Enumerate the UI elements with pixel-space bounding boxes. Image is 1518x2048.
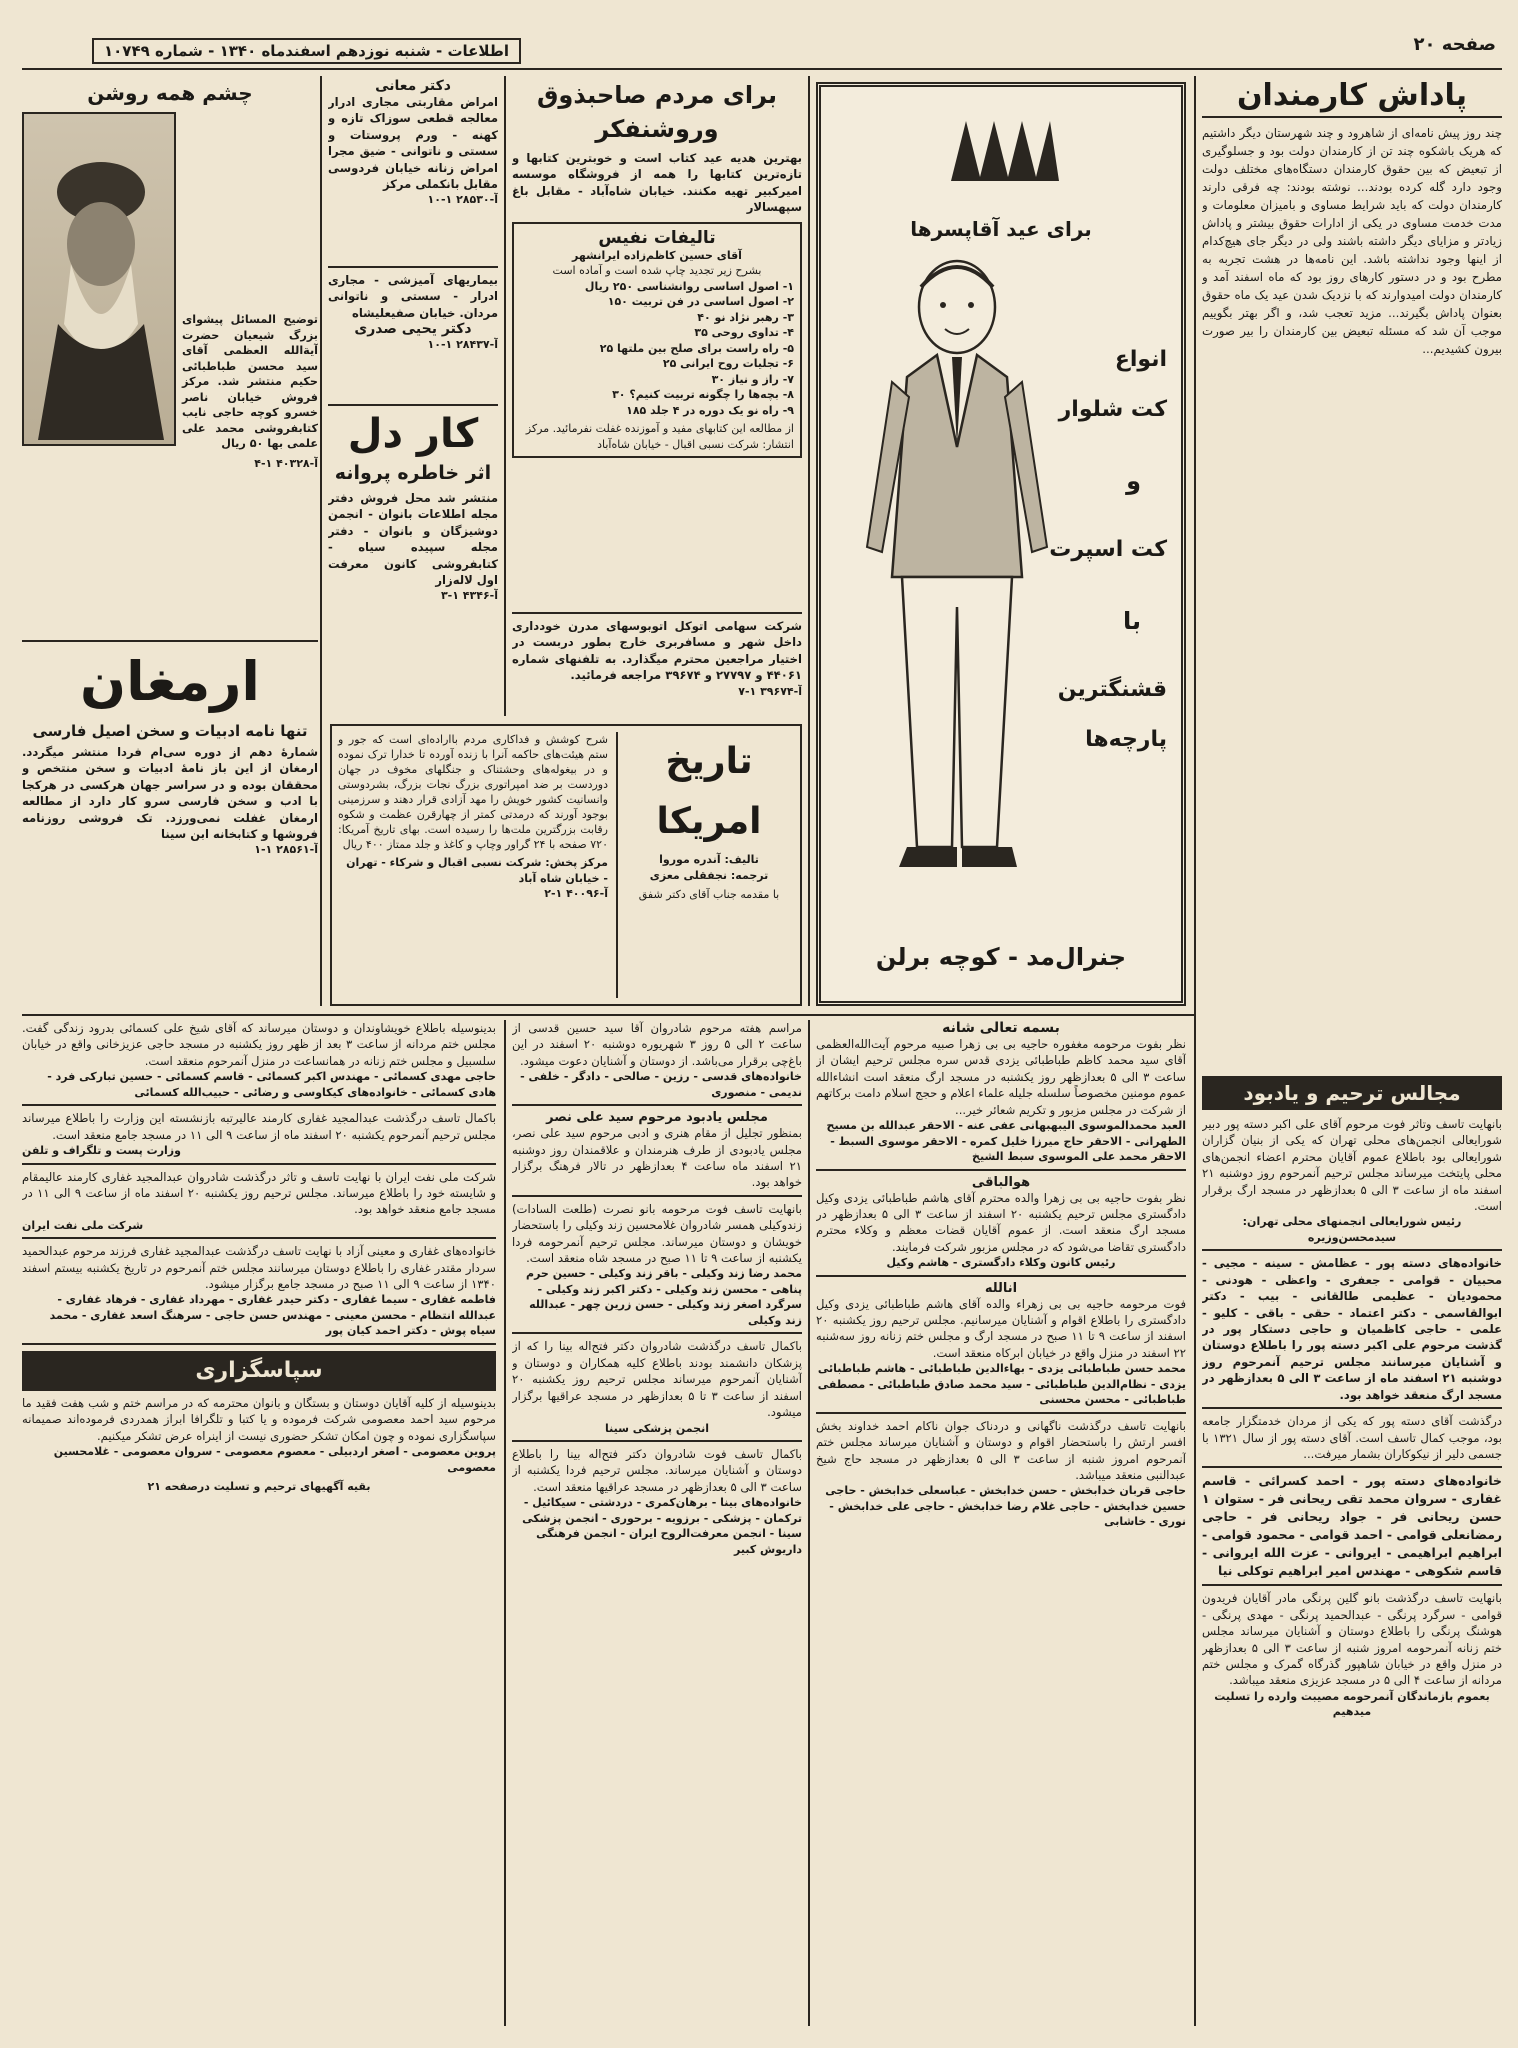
ad-line7: پارچه‌ها xyxy=(1085,727,1167,752)
notice-a-1-sign: العبد محمدالموسوی الیبهبهانی عفی عنه - الاحقر عبدالله بن مسیح الطهرانی - الاحقر حاج میرزا خلیل کمره - الاحقر موسوی السبط - الاحقر محمد علی الموسوی سبط الشیخ xyxy=(826,1119,1186,1164)
america-translator: ترجمه: نجفقلی معزی xyxy=(649,868,769,882)
thanks-body: بدینوسیله از کلیه آقایان دوستان و بستگان و بانوان محترمه که در مراسم ختم و شب هفت فقید ما مرحوم سید احمد معصومی شرکت فرموده و یا کتبا و تلگرافا ابراز همدردی فرموده‌اند صمیمانه سپاسگزاری نموده و چون امکان تشکر حضوری نیست از اینراه عرض تشکر میکنیم. xyxy=(22,1395,496,1443)
bus-ad xyxy=(512,612,802,716)
notice-b-4-sign: انجمن پزشکی سینا xyxy=(604,1421,709,1435)
armaghan-code: آ-۲۸۵۶۱ ۱-۱ xyxy=(254,843,318,857)
america-code: آ-۴۰۰۹۶ ۱-۲ xyxy=(544,887,608,900)
books-ad xyxy=(512,78,802,600)
books-headline-2: وروشنفکر xyxy=(595,115,719,143)
column-rule xyxy=(1194,76,1196,2026)
memorial-section xyxy=(1202,1076,1502,2026)
section-rule xyxy=(22,1014,1196,1016)
notice-b-5: باکمال تاسف فوت شادروان دکتر فتح‌اله بینا را باطلاع دوستان و آشنایان میرساند. مجلس ترحیم فردا یکشنبه از ساعت ۳ الی ۵ بعدازظهر در مسجد عراقیها منعقد است. xyxy=(512,1447,802,1494)
books-author: آقای حسین کاظم‌زاده ایرانشهر xyxy=(572,248,742,262)
book-item: ۶- تجلیات روح ایرانی ۲۵ xyxy=(662,357,794,371)
notice-b-4: باکمال تاسف درگذشت شادروان دکتر فتح‌اله بینا را که از پزشکان دانشمند بودند باطلاع کلیه همکاران و دوستان و آشنایان آنمرحوم میرساند مجلس ترحیم روز یکشنبه ۲۰ اسفند از ساعت ۳ تا ۵ بعدازظهر در مسجد عراقیها برگزار میشود. xyxy=(512,1339,802,1420)
doctor-ad xyxy=(328,78,498,260)
boy-in-suit-illustration xyxy=(847,247,1067,887)
kardel-code: آ-۴۳۴۶ ۱-۳ xyxy=(440,589,498,603)
books-note: بشرح زیر تجدید چاپ شده است و آماده است xyxy=(552,264,762,278)
notice-c-4: خانواده‌های غفاری و معینی آزاد با نهایت تاسف درگذشت عبدالمجید غفاری فرزند مرحوم عبدالحمید سردار مقتدر غفاری را باطلاع دوستان میرسانند مجلس ختم آنمرحوم در تاریخ یکشنبه بیستم اسفند ۱۳۴۰ از ساعت ۹ الی ۱۱ صبح در مسجد جامع برگزار میشود. xyxy=(22,1244,496,1292)
newspaper-page xyxy=(22,26,1502,2026)
books-footer: از مطالعه این کتابهای مفید و آموزنده غفلت نفرمائید. مرکز انتشار: شرکت نسبی اقبال - خیابان شاه‌آباد xyxy=(525,422,794,451)
thanks-sign: پروین معصومی - اصغر اردبیلی - معصوم معصومی - سروان معصومی - غلامحسین معصومی xyxy=(53,1445,496,1474)
notice-a-title: بسمه تعالی شانه xyxy=(942,1020,1060,1036)
column-rule xyxy=(808,76,810,1006)
america-ad xyxy=(330,724,802,1006)
ad-footer: جنرال‌مد - کوچه برلن xyxy=(875,943,1127,971)
books-intro: بهترین هدیه عید کتاب است و خوبترین کتابها و تازه‌ترین کتابها را همه از فروشگاه موسسه امیرکبیر تهیه مکنند. خیابان شاه‌آباد - مقابل باغ سپهسالار xyxy=(512,151,802,215)
armaghan-ad xyxy=(22,640,318,1006)
notice-c-1: بدینوسیله باطلاع خویشاوندان و دوستان میرساند که آقای شیخ علی کسمائی بدرود زندگی گفت. مجلس ختم مردانه از ساعت ۳ بعد از ظهر روز یکشنبه در مسجد حاجی عزیزخانی واقع در خیابان سلسبیل و مجلس ختم زنانه در همانساعت در منزل آنمرحوم منعقد است. xyxy=(22,1021,496,1068)
column-rule xyxy=(504,1020,506,2026)
page-header xyxy=(22,26,1502,70)
book-item: ۵- راه راست برای صلح بین ملتها ۲۵ xyxy=(599,341,794,355)
notice-a-2-title: هوالباقی xyxy=(971,1174,1031,1190)
armaghan-body: شمارهٔ دهم از دوره سی‌ام فردا منتشر میگردد. ارمغان از این باز نامهٔ ادبیات و سخن منتخص و محققان بوده و در سراسر جهان هرکسی در هرکجا با ادب و سخن فارسی سرو کار دارد از مطالعه ارمغان غفلت نمی‌ورزد. تک فروشی روزنامه فروشها و کتابخانه ابن سینا xyxy=(22,745,318,842)
notice-b-2: بمنظور تجلیل از مقام هنری و ادبی مرحوم سید علی نصر، مجلس یادبودی از طرف هنرمندان و علاقمندان روز دوشنبه ۲۱ اسفند ماه ساعت ۴ بعدازظهر در تالار فرهنگ برگزار خواهد بود. xyxy=(512,1126,802,1190)
ad-logo-icon xyxy=(941,111,1061,191)
editorial-body: چند روز پیش نامه‌ای از شاهرود و چند شهرستان دیگر داشتیم که هریک باشکوه چند تن از کارمندان دولت بود و جسلوگیری از تبعیض که بین حقوق کارمندان دستگاه‌های مختلف دولت وجود دارد گله کرده بودند... نوشته بودند: چه فرقی دارند کارمندان دولت که باید شرایط مساوی و بامیزان معلومات و مدت خدمت مساوی در یکی از ادارات حقوق بیشتر و پاداش زیادتر و مزایای دیگر داشته باشند ولی در دیگر جای هیچ‌کدام از اینها وجود نداشته باشد. این نامه‌ها در هشت تجربه به مطرح بود و در دستور کارهای روز بود که ماه اسفند آمد و کارمندان دولت امیدوارند که با نزدیک شدن عید یک ماه حقوق بعنوان پاداش بگیرند... مزید تعجب شد، و اگر بهتر بگوییم موجب آن شد که مسئله تبعیض بین کارمندان را بیر صورت بیرون کشیدیم... xyxy=(1202,126,1502,356)
doctor-title: دکتر معانی xyxy=(375,78,451,94)
ad-line3: و xyxy=(1126,467,1141,495)
ad-headline: برای عید آقاپسرها xyxy=(910,217,1092,241)
doctor-code: آ-۲۸۵۳۰ ۱-۱۰ xyxy=(427,193,498,207)
portrait-code: آ-۴۰۳۲۸ ۱-۴ xyxy=(254,456,318,470)
bus-text: شرکت سهامی اتوکل اتوبوسهای مدرن خودداری داخل شهر و مسافربری خارج بطور دربست در اختیار مراجعین محترم میگذارد. به تلفنهای شماره ۴۴۰۶۱ و ۲۷۷۹۷ و ۳۹۶۷۴ مراجعه فرمائید. xyxy=(512,619,802,683)
kardel-subtitle: اثر خاطره پروانه xyxy=(334,462,492,484)
notice-a-1: نظر بفوت مرحومه مغفوره حاجیه بی بی زهرا صبیه مرحوم آیت‌الله‌العظمی آقای سید محمد کاظم طباطبائی یزدی قدس سره مجلس ترحیم ایشان از ساعت ۳ الی ۵ بعدازظهر روز یکشنبه در مسجد ارگ منعقد است انشاءالله عموم مومنین مخصوصاً سلسله جلیله علماء اعلام و حجج اسلام دامت برکاتهم از شرکت در مجلس مزبور و تکریم شعائر خیر... xyxy=(816,1037,1186,1117)
notice-b-5-sign: خانواده‌های بینا - برهان‌کمری - دردشتی - سیکائیل - ترکمان - پزشکی - برزویه - برحوری - انجمن پزشکی سینا - انجمن معرفت‌الروح ایران - انجمن فرهنگی داریوش کبیر xyxy=(522,1496,802,1556)
notice-b-2-title: مجلس یادبود مرحوم سید علی نصر xyxy=(546,1110,768,1126)
kardel-body: منتشر شد محل فروش دفتر مجله اطلاعات بانوان - انجمن دوشیزگان و بانوان - دفتر مجله سپیده سیاه - کتابفروشی کانون معرفت اول لاله‌زار xyxy=(328,491,498,588)
notice-a-2-sign: رئیس کانون وکلاء دادگستری - هاشم وکیل xyxy=(886,1256,1116,1270)
notice-c-2: باکمال تاسف درگذشت عبدالمجید غفاری کارمند عالیرتبه بازنشسته این وزارت را باطلاع میرساند مجلس ترحیم آنمرحوم یکشنبه ۲۰ اسفند ماه از ساعت ۹ الی ۱۱ در مسجد جامع منعقد است. xyxy=(22,1111,496,1142)
portrait-photo xyxy=(22,112,176,446)
america-author: تالیف: آندره موروا xyxy=(659,853,759,866)
armaghan-title: ارمغان xyxy=(80,650,260,713)
notice-a-3: فوت مرحومه حاجیه بی بی زهراء والده آقای هاشم طباطبائی یزدی وکیل دادگستری را باطلاع اقوام و آشنایان میرسانیم. مجلس ترحیم روز یکشنبه ۲۰ اسفند از ساعت ۹ تا ۱۱ صبح در مسجد ارگ و مجلس ختم زنانه روز سه‌شنبه ۲۲ اسفند در منزل واقع در خیابان ابرکاه منعقد است. xyxy=(816,1296,1186,1360)
memorial-1: بانهایت تاسف وتاثر فوت مرحوم آقای علی اکبر دسته پور دبیر شورایعالی انجمن‌های محلی تهران که یکی از بنیان گزاران شورایعالی بود باطلاع عموم آقایان محترم اعضاء انجمن‌های محلی پایتخت میرساند مجلس ترحیم آنمرحوم روز دوشنبه ۲۱ اسفند ماه از ساعت ۳ الی ۵ بعدازظهر در مسجد ارگ برقرار است. xyxy=(1202,1117,1502,1214)
doctor2-ad xyxy=(328,266,498,396)
bus-code: آ-۳۹۶۷۴ ۱-۷ xyxy=(738,684,802,698)
america-intro: با مقدمه جناب آقای دکتر شفق xyxy=(638,888,780,901)
suit-ad xyxy=(816,82,1186,1006)
book-item: ۷- راز و نیاز ۳۰ xyxy=(711,372,794,386)
notice-c-4-sign: فاطمه غفاری - سیما غفاری - دکتر حیدر غفاری - مهرداد غفاری - فرهاد غفاری - عبدالله انتظام - محسن معینی - مهندس حسن حاجی - سرهنگ اسعد غفاری - محمد سیاه پوش - دکتر احمد کیان پور xyxy=(49,1293,496,1338)
ad-line5: با xyxy=(1122,607,1141,635)
column-rule xyxy=(320,76,322,1006)
memorial-5-sign: بعموم بازماندگان آنمرحومه مصیبت وارده را تسلیت میدهیم xyxy=(1214,1689,1490,1719)
book-item: ۹- راه نو یک دوره در ۴ جلد ۱۸۵ xyxy=(626,403,794,417)
book-item: ۳- رهبر نژاد نو ۴۰ xyxy=(697,310,794,324)
notice-a-3-sign: محمد حسن طباطبائی یزدی - بهاءالدین طباطبائی - هاشم طباطبائی یزدی - نظام‌الدین طباطبائی - سید محمد صادق طباطبائی - مصطفی طباطبائی - محسن محسنی xyxy=(817,1362,1186,1407)
notice-b-1: مراسم هفته مرحوم شادروان آقا سید حسین قدسی از ساعت ۲ الی ۵ روز ۳ شهریوره دوشنبه ۲۰ اسفند در این باغ‌چی برقرار می‌باشد. از دوستان و آشنایان دعوت میشود. xyxy=(512,1021,802,1068)
books-subtitle: تالیفات نفیس xyxy=(598,227,716,248)
america-body: شرح کوشش و فداکاری مردم بااراده‌ای است که جور و ستم هیئت‌های حاکمه آنرا با زنده آورده تا خدارا ترک نموده و در بیغوله‌های وحشتناک و جنگلهای مخوف در جهان دوردست بر ضد امپراتوری بزرگ نجات بزرگ، بشردوستی وانسانیت کشور خویش را مهد آزادی قرار دهند و سرزمینی بوجود آورند که درمدتی کمتر از چهارقرن عظمت و شکوه رقابت بزرگترین ملت‌ها را رسیده است. بهای تاریخ آمریکا: ۷۲۰ صفحه با ۲۴ گراور وچاپ و کاغذ و جلد ممتاز ۴۰۰ ریال xyxy=(338,733,608,851)
notice-c-3-sign: شرکت ملی نفت ایران xyxy=(22,1218,144,1232)
memorial-2: خانواده‌های دسته پور - عظامش - سینه - مجیی - محبیان - قوامی - جعفری - واعظی - هودنی - محمودیان - عظیمی طالقانی - بیب - دکتر ابوالقاسمی - دکتر اعتماد - حقی - باقی - کلیو - علمی - حاجی کاظمیان و حاجی دستکار پور در گذشت مرحوم علی اکبر دسته پور را باطلاع دوستان و آشنایان میرسانند مجلس ترحیم آنمرحوم روز دوشنبه ۲۱ اسفند ماه از ساعت ۳ الی ۵ بعدازظهر در مسجد ارگ منعقد خواهد بود. xyxy=(1202,1256,1502,1402)
issue-info: اطلاعات - شنبه نوزدهم اسفندماه ۱۳۴۰ - شماره ۱۰۷۴۹ xyxy=(92,38,521,64)
notice-b-3-sign: محمد رضا زند وکیلی - باقر زند وکیلی - حسین حرم پناهی - محسن زند وکیلی - دکتر اکبر زند وکیلی - سرگرد اصغر زند وکیلی - حسن زرین چهر - عبدالله زند وکیلی xyxy=(526,1267,802,1327)
book-item: ۸- بچه‌ها را چگونه تربیت کنیم؟ ۳۰ xyxy=(612,388,794,402)
memorial-banner: مجالس ترحیم و یادبود xyxy=(1202,1076,1502,1110)
notice-b-1-sign: خانواده‌های قدسی - رزین - صالحی - دادگر - خلفی - ندیمی - منصوری xyxy=(520,1070,802,1099)
book-item: ۲- اصول اساسی در فن تربیت ۱۵۰ xyxy=(607,295,794,309)
column-rule xyxy=(808,1020,810,2026)
notice-a-3-title: انالله xyxy=(984,1280,1018,1296)
armaghan-subtitle: تنها نامه ادبیات و سخن اصیل فارسی xyxy=(32,722,308,740)
editorial-title: پاداش کارمندان xyxy=(1202,76,1502,118)
thanks-banner: سپاسگزاری xyxy=(22,1351,496,1391)
notice-b-3: بانهایت تاسف فوت مرحومه بانو نصرت (طلعت السادات) زندوکیلی همسر شادروان غلامحسین زند وکیلی را باستحضار خویشان و دوستان میرساند. مجلس ترحیم آنمرحومه فردا یکشنبه از ساعت ۹ تا ۱۱ صبح در مسجد شاه منعقد است. xyxy=(512,1201,802,1266)
notice-c-2-sign: وزارت پست و تلگراف و تلفن xyxy=(22,1144,181,1158)
notices-column-a xyxy=(816,1020,1186,2026)
memorial-1-sign: رئیس شورایعالی انجمنهای محلی تهران: سیدمحسن‌وزیره xyxy=(1242,1215,1462,1244)
portrait-title: چشم همه روشن xyxy=(87,81,253,105)
ad-line6: قشنگترین xyxy=(1057,677,1167,702)
kardel-title: کار دل xyxy=(347,411,479,457)
column-rule xyxy=(504,76,506,716)
books-headline-1: برای مردم صاحبذوق xyxy=(536,81,778,109)
page-number: صفحه ۲۰ xyxy=(1413,34,1496,55)
memorial-3: درگذشت آقای دسته پور که یکی از مردان خدمتگزار جامعه بود، موجب کمال تاسف است. آقای دسته پور از سال ۱۳۲۱ با جسمی دلیر از نیکوکاران بشمار میرفت... xyxy=(1202,1414,1502,1461)
ad-line2: کت شلوار xyxy=(1058,397,1167,422)
notices-column-c xyxy=(22,1020,496,2026)
america-title: تاریخ امریکا xyxy=(656,741,762,842)
notices-column-b xyxy=(512,1020,802,2026)
notice-a-4: بانهایت تاسف درگذشت ناگهانی و دردناک جوان ناکام احمد خداوند بخش افسر ارتش را باستحضار اقوام و دوستان و آشنایان میرساند مجلس ختم آنمرحوم امروز شنبه از ساعت ۳ الی ۵ بعدازظهر در مسجد حاج شیخ عبدالنبی منعقد میباشد. xyxy=(816,1418,1186,1482)
portrait-caption: توضیح المسائل پیشوای بزرگ شیعیان حضرت آیةالله العظمی آقای سید محسن طباطبائی حکیم منتشر شد. مرکز فروش خیابان ناصر خسرو کوچه حاجی نایب کتابفروشی محمد علی علمی بها ۵۰ ریال xyxy=(182,313,318,450)
notice-c-1-sign: حاجی مهدی کسمائی - مهندس اکبر کسمائی - قاسم کسمائی - حسین تبارکی فرد - هادی کسمائی - خانواده‌های کیکاوسی و رضائی - حبیب‌الله کسمائی xyxy=(47,1070,496,1099)
notice-a-4-sign: حاجی قربان خدابخش - حسن خدابخش - عباسعلی خدابخش - حاجی حسین خدابخش - حاجی غلام رضا خدابخش - حاجی علی خدابخش - نوری - خاشابی xyxy=(825,1484,1186,1529)
memorial-5: بانهایت تاسف درگذشت بانو گلین پرنگی مادر آقایان فریدون قوامی - سرگرد پرنگی - عبدالحمید پرنگی - مهدی پرنگی - هوشنگ پرنگی را باطلاع دوستان و آشنایان میرساند مجلس ختم زنانه آنمرحومه امروز شنبه از ساعت ۳ الی ۵ بعدازظهر در منزل واقع در خیابان شاهپور گذرگاه گمرک و مجلس ختم مردانه از ساعت ۴ الی ۵ در مسجد عزیزی منعقد میباشد. xyxy=(1202,1591,1502,1688)
editorial-column xyxy=(1202,76,1502,1086)
doctor2-name: دکتر یحیی صدری xyxy=(354,321,472,338)
memorial-4-families: خانواده‌های دسته پور - احمد کسرائی - قاسم غفاری - سروان محمد تقی ریحانی فر - ستوان ۱ حسن ریحانی فر - جواد ریحانی فر - حاجی رمضانعلی قوامی - احمد قوامی - محمود قوامی - ابراهیم ابراهیمی - ایروانی - عزت الله ایروانی - قاسم شکوهی - مهندس امیر ابراهیم توکلی نیا xyxy=(1202,1473,1502,1579)
ad-line4: کت اسپرت xyxy=(1049,537,1167,562)
kardel-ad xyxy=(328,404,498,716)
book-item: ۴- تداوی روحی ۳۵ xyxy=(694,326,794,340)
continue-note: بقیه آگهیهای ترحیم و تسلیت درصفحه ۲۱ xyxy=(147,1480,371,1494)
notice-a-2: نظر بفوت حاجیه بی بی زهرا والده محترم آقای هاشم طباطبائی یزدی وکیل دادگستری مجلس ترحیم یکشنبه ۲۰ اسفند از ساعت ۳ الی ۵ بعدازظهر در مسجد ارگ منعقد است. از عموم آقایان قضات معظم و وکلاء محترم دادگستری تقاضا می‌شود که در مجلس مزبور شرکت فرمایند. xyxy=(816,1190,1186,1254)
book-item: ۱- اصول اساسی روانشناسی ۲۵۰ ریال xyxy=(584,279,794,293)
notice-c-3: شرکت ملی نفت ایران با نهایت تاسف و تاثر درگذشت شادروان عبدالمجید غفاری کارمند عالیمقام و شایسته خود را باطلاع میرساند. مجلس ترحیم روز یکشنبه ۲۰ اسفند ماه از ساعت ۹ الی ۱۱ در مسجد جامع منعقد خواهد بود. xyxy=(22,1169,496,1217)
portrait-box xyxy=(22,78,318,636)
doctor-body: امراض مقاربتی مجاری ادرار معالجه قطعی سوزاک تازه و کهنه - ورم پروستات و سستی و ناتوانی - ضیق مجرا امراض زنانه خیابان فردوسی مقابل بانکملی مرکز xyxy=(328,95,498,192)
doctor2-code: آ-۲۸۴۳۷ ۱-۱۰ xyxy=(427,338,498,352)
doctor2-title: بیماریهای آمیزشی - مجاری ادرار - سستی و ناتوانی مردان. خیابان صفیعلیشاه xyxy=(328,273,498,320)
cleric-portrait-icon xyxy=(28,114,174,440)
ad-line1: انواع xyxy=(1114,347,1167,372)
america-footer: مرکز پخش: شرکت نسبی اقبال و شرکاء - تهران - خیابان شاه آباد xyxy=(346,856,608,885)
